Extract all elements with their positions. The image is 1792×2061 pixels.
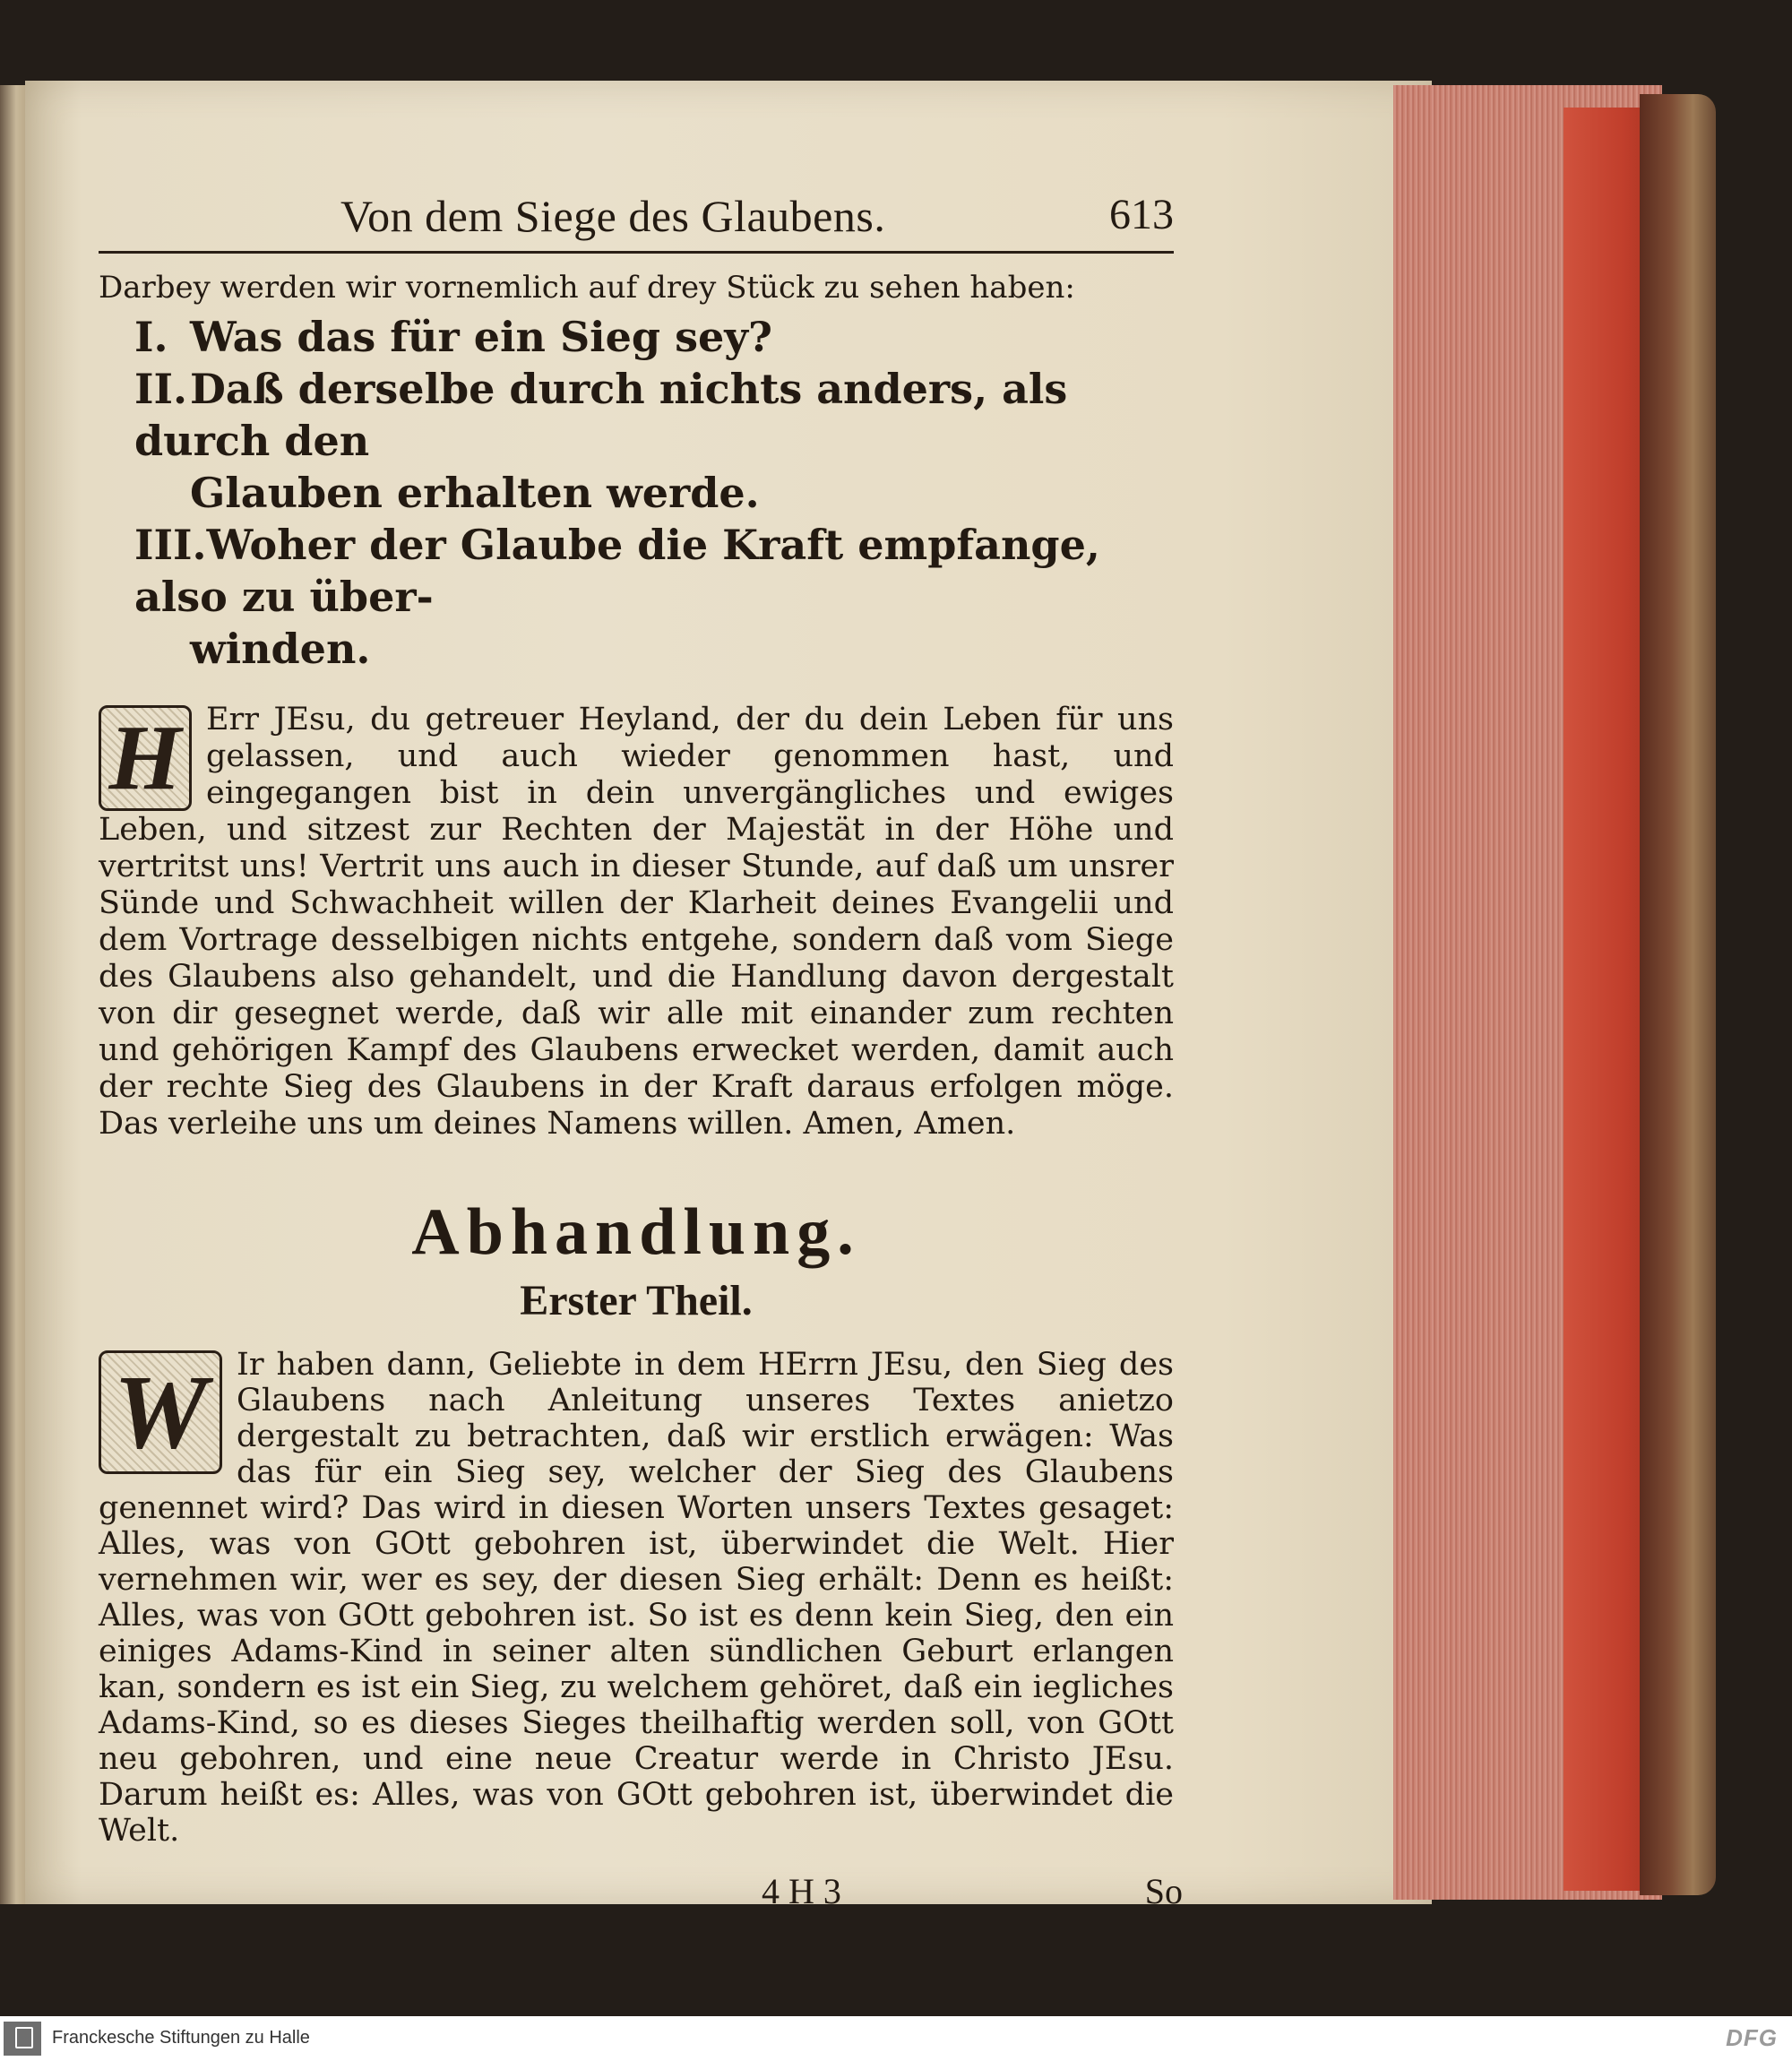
page-header: [99, 188, 1174, 254]
page-fore-edge: [1393, 85, 1662, 1900]
item-number: I.: [134, 313, 168, 361]
viewer-footer-bar: [0, 2016, 1792, 2061]
outline-item: [134, 519, 1174, 675]
outline-item: [134, 363, 1174, 519]
item-text: Was das für ein Sieg sey?: [190, 313, 772, 361]
dfg-logo: DFG: [1726, 2024, 1778, 2051]
item-continuation: Glauben erhalten werde.: [190, 469, 760, 517]
lead-sentence: Darbey werden wir vornemlich auf drey Stück zu sehen haben:: [99, 270, 1075, 306]
page-content: [99, 188, 1183, 1924]
item-continuation: winden.: [190, 625, 371, 673]
decorated-initial: H: [99, 705, 192, 811]
book-cover-edge: [1640, 94, 1716, 1895]
institution-logo-icon: [4, 2022, 41, 2056]
running-title: Von dem Siege des Glaubens.: [340, 191, 886, 241]
signature-mark: 4 H 3: [762, 1871, 841, 1911]
page-number: 613: [1109, 191, 1174, 238]
prayer-paragraph: [99, 702, 1174, 1143]
item-text: Daß derselbe durch nichts anders, als durch den: [134, 365, 1068, 465]
section-subtitle: Erster Theil.: [520, 1277, 753, 1324]
item-number: III.: [134, 521, 207, 569]
body-text: Ir haben dann, Geliebte in dem HErrn JEsu, den Sieg des Glaubens nach Anleitung unseres Textes anietzo dergestalt zu betrachten, daß wir erstlich erwägen: Was das für ein Sieg sey, welcher der Sieg des Glaubens genennet wird? Das wird in diesen Worten unsers Textes gesaget: Alles, was von GOtt gebohren ist, überwindet die Welt. Hier vernehmen wir, wer es sey, der diesen Sieg erhält: Denn es heißt: Alles, was von GOtt gebohren ist. So ist es denn kein Sieg, den ein einiges Adams-Kind in seiner alten sündlichen Geburt erlangen kan, sondern es ist ein Sieg, zu welchem gehöret, daß ein iegliches Adams-Kind, so es dieses Sieges theilhaftig werden soll, von GOtt neu gebohren, und eine neue Creatur werde in Christo JEsu. Darum heißt es: Alles, was von GOtt gebohren ist, überwindet die Welt.: [99, 1347, 1174, 1849]
outline-item: [134, 311, 1174, 363]
institution-name: Franckesche Stiftungen zu Halle: [52, 2028, 310, 2048]
item-number: II.: [134, 365, 188, 413]
prayer-text: Err JEsu, du getreuer Heyland, der du dein Leben für uns gelassen, und auch wieder genommen hast, und eingegangen bist in dein unvergängliches und ewiges Leben, und sitzest zur Rechten der Majestät in der Höhe und vertritst uns! Vertrit uns auch in dieser Stunde, auf daß um unsrer Sünde und Schwachheit willen der Klarheit deines Evangelii und dem Vortrage desselbigen nichts entgehe, sondern daß vom Siege des Glaubens also gehandelt, und die Handlung davon dergestalt von dir gesegnet werde, daß wir alle mit einander zum rechten und gehörigen Kampf des Glaubens erwecket werden, damit auch der rechte Sieg des Glaubens in der Kraft daraus erfolgen möge. Das verleihe uns um deines Namens willen. Amen, Amen.: [99, 702, 1174, 1142]
section-title: Abhandlung.: [411, 1195, 861, 1269]
body-paragraph: [99, 1347, 1174, 1849]
catchword: So: [1144, 1871, 1183, 1911]
page-footer-line: [99, 1870, 1183, 1924]
facing-page-edge: [0, 85, 27, 1904]
outline-list: [134, 311, 1174, 675]
item-text: Woher der Glaube die Kraft empfange, also zu über-: [134, 521, 1100, 621]
decorated-initial: W: [99, 1350, 222, 1474]
